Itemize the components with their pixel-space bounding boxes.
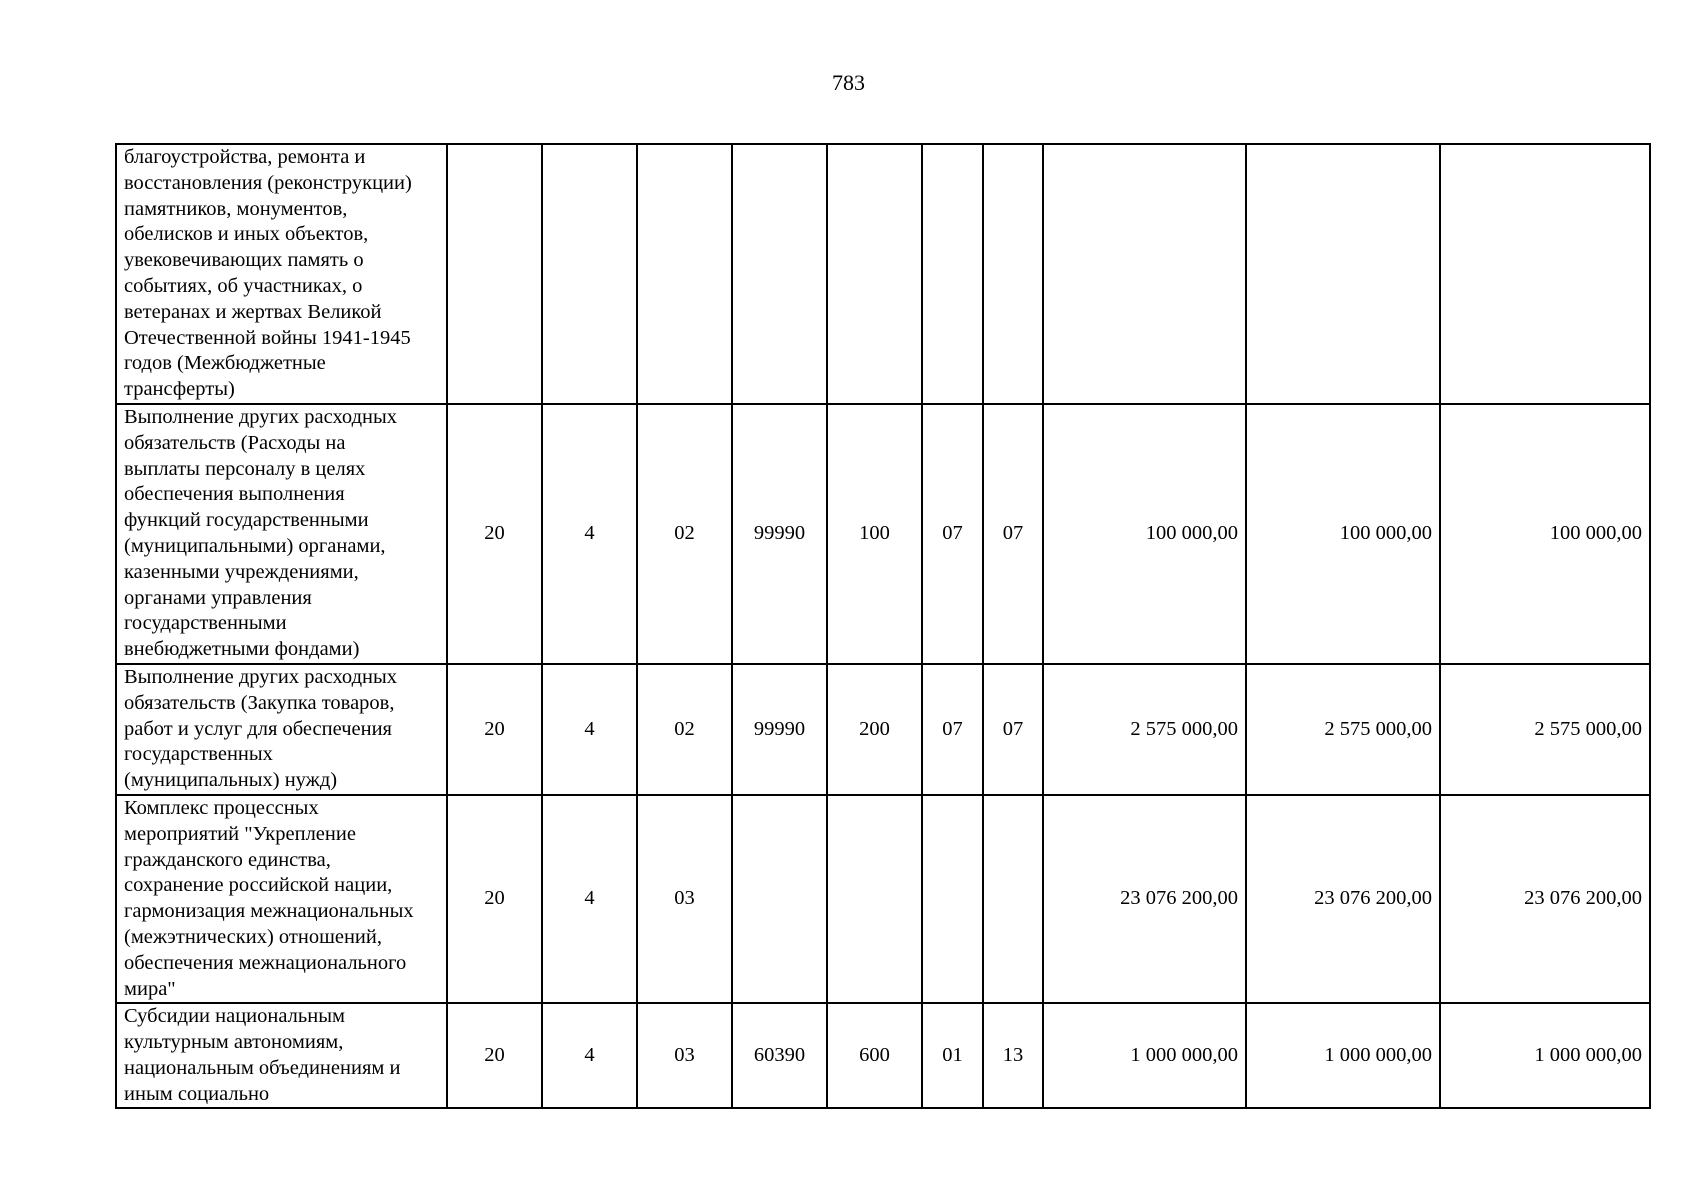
code-cell: 99990 (732, 404, 827, 664)
table-row (116, 144, 1650, 404)
code-cell: 100 (827, 404, 922, 664)
code-cell: 13 (983, 1003, 1043, 1108)
table-row (116, 404, 1650, 664)
code-cell: 02 (637, 664, 732, 795)
table-row (116, 1003, 1650, 1108)
row-description: Выполнение других расходных обязательств (Расходы на выплаты персоналу в целях обеспечения выполнения функций государственными (муниципальными) органами, казенными учреждениями, органами управления государственными внебюджетными фондами) (116, 404, 447, 664)
amount-cell: 2 575 000,00 (1440, 664, 1650, 795)
amount-cell (1043, 144, 1246, 404)
code-cell: 02 (637, 404, 732, 664)
code-cell (637, 144, 732, 404)
code-cell: 200 (827, 664, 922, 795)
code-cell (983, 795, 1043, 1003)
row-description: благоустройства, ремонта и восстановления (реконструкции) памятников, монументов, обелисков и иных объектов, увековечивающих память о событиях, об участниках, о ветеранах и жертвах Великой Отечественной войны 1941-1945 годов (Межбюджетные трансферты) (116, 144, 447, 404)
page-number: 783 (832, 70, 865, 95)
code-cell: 07 (983, 404, 1043, 664)
row-description: Выполнение других расходных обязательств (Закупка товаров, работ и услуг для обеспечения государственных (муниципальных) нужд) (116, 664, 447, 795)
code-cell: 4 (542, 404, 637, 664)
code-cell (922, 144, 983, 404)
code-cell: 4 (542, 795, 637, 1003)
code-cell: 60390 (732, 1003, 827, 1108)
table-row (116, 664, 1650, 795)
code-cell (827, 144, 922, 404)
amount-cell: 1 000 000,00 (1246, 1003, 1440, 1108)
amount-cell: 23 076 200,00 (1246, 795, 1440, 1003)
code-cell (732, 795, 827, 1003)
code-cell (732, 144, 827, 404)
code-cell: 03 (637, 795, 732, 1003)
code-cell (983, 144, 1043, 404)
amount-cell (1246, 144, 1440, 404)
amount-cell: 2 575 000,00 (1246, 664, 1440, 795)
code-cell (542, 144, 637, 404)
code-cell (922, 795, 983, 1003)
code-cell: 01 (922, 1003, 983, 1108)
row-description: Субсидии национальным культурным автономиям, национальным объединениям и иным социально (116, 1003, 447, 1108)
code-cell: 20 (447, 1003, 542, 1108)
code-cell: 20 (447, 664, 542, 795)
code-cell: 20 (447, 795, 542, 1003)
code-cell: 99990 (732, 664, 827, 795)
amount-cell: 100 000,00 (1246, 404, 1440, 664)
amount-cell: 2 575 000,00 (1043, 664, 1246, 795)
budget-table (115, 143, 1651, 1109)
code-cell: 20 (447, 404, 542, 664)
amount-cell: 100 000,00 (1043, 404, 1246, 664)
code-cell: 600 (827, 1003, 922, 1108)
code-cell (827, 795, 922, 1003)
table-row (116, 795, 1650, 1003)
code-cell: 03 (637, 1003, 732, 1108)
code-cell: 07 (922, 664, 983, 795)
code-cell: 4 (542, 664, 637, 795)
code-cell: 07 (983, 664, 1043, 795)
amount-cell: 1 000 000,00 (1440, 1003, 1650, 1108)
row-description: Комплекс процессных мероприятий "Укрепление гражданского единства, сохранение российской нации, гармонизация межнациональных (межэтнических) отношений, обеспечения межнационального мира" (116, 795, 447, 1003)
amount-cell (1440, 144, 1650, 404)
amount-cell: 1 000 000,00 (1043, 1003, 1246, 1108)
amount-cell: 23 076 200,00 (1440, 795, 1650, 1003)
code-cell: 07 (922, 404, 983, 664)
amount-cell: 100 000,00 (1440, 404, 1650, 664)
code-cell: 4 (542, 1003, 637, 1108)
code-cell (447, 144, 542, 404)
amount-cell: 23 076 200,00 (1043, 795, 1246, 1003)
